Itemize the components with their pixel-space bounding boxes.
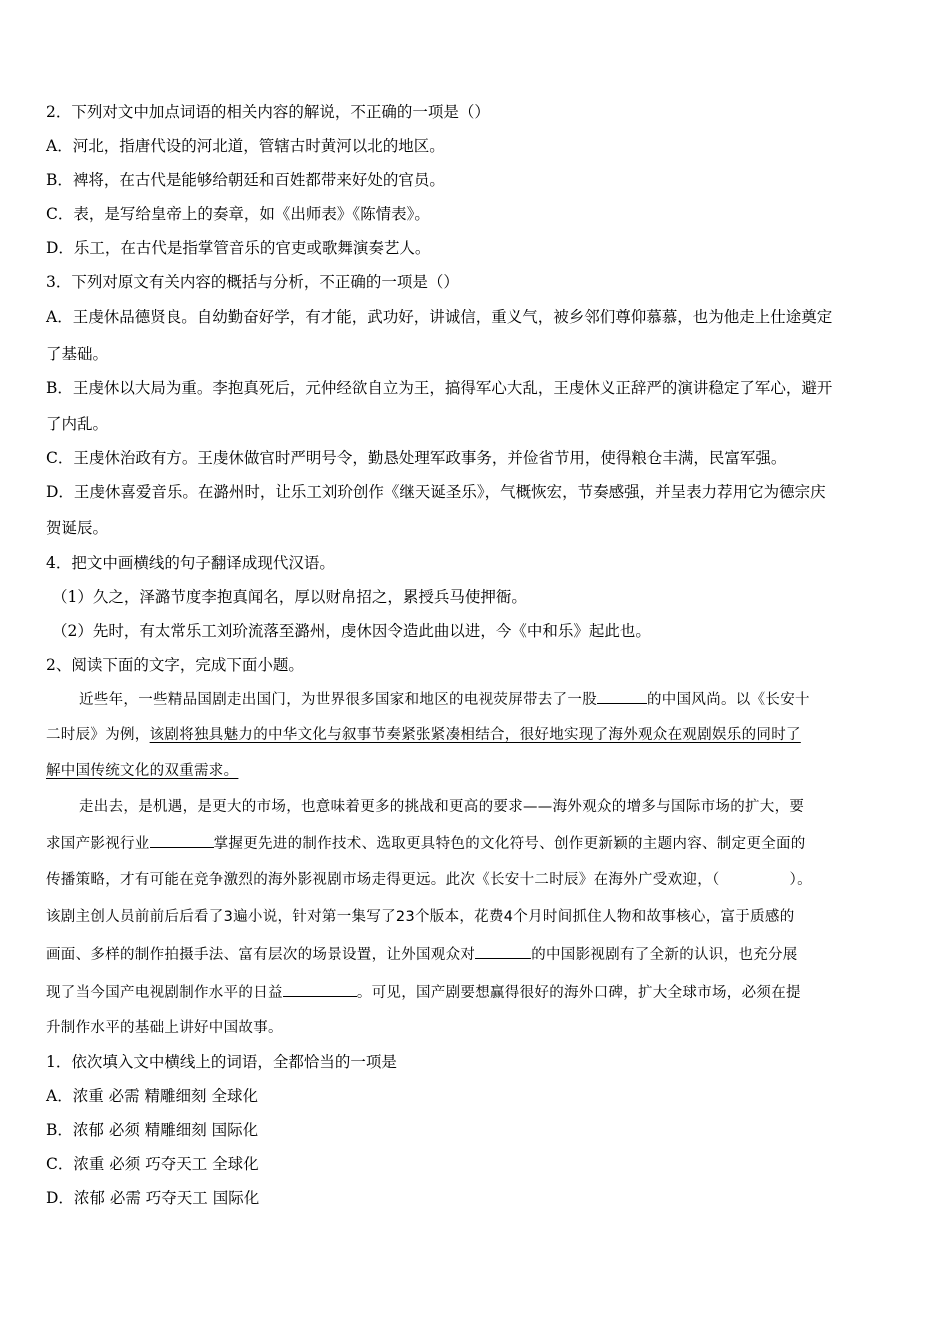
q2-stem: 2．下列对文中加点词语的相关内容的解说，不正确的一项是（） bbox=[46, 103, 490, 121]
passage-text: 求国产影视行业 bbox=[46, 836, 150, 852]
passage-text: 二时辰》为例， bbox=[46, 727, 150, 743]
q3-stem: 3．下列对原文有关内容的概括与分析，不正确的一项是（） bbox=[46, 273, 459, 291]
q2-option-c: C．表，是写给皇帝上的奏章，如《出师表》《陈情表》。 bbox=[46, 205, 430, 223]
q4-sentence-2: （2）先时，有太常乐工刘玠流落至潞州，虔休因令造此曲以进，今《中和乐》起此也。 bbox=[52, 622, 651, 640]
fill-blank-4 bbox=[283, 982, 357, 997]
passage-p2-line5 bbox=[46, 944, 906, 965]
q4-stem: 4．把文中画横线的句子翻译成现代汉语。 bbox=[46, 554, 335, 572]
passage-text: 近些年，一些精品国剧走出国门，为世界很多国家和地区的电视荧屏带去了一股 bbox=[79, 692, 597, 708]
q1-option-c: C．浓重 必须 巧夺天工 全球化 bbox=[46, 1155, 259, 1173]
q1-option-b: B．浓郁 必须 精雕细刻 国际化 bbox=[46, 1121, 259, 1139]
underlined-sentence-end: 解中国传统文化的双重需求。 bbox=[46, 763, 239, 779]
q4-sentence-1: （1）久之，泽潞节度李抱真闻名，厚以财帛招之，累授兵马使押衙。 bbox=[52, 588, 527, 606]
fill-blank-2 bbox=[150, 833, 214, 848]
q1-option-a: A．浓重 必需 精雕细刻 全球化 bbox=[46, 1087, 258, 1105]
q3-option-a-line1: A．王虔休品德贤良。自幼勤奋好学，有才能，武功好，讲诚信，重义气，被乡邻们尊仰慕慕，也为他走上仕途奠定 bbox=[46, 308, 833, 326]
q3-option-c: C．王虔休治政有方。王虔休做官时严明号令，勤恳处理军政事务，并俭省节用，使得粮仓丰满，民富军强。 bbox=[46, 449, 787, 467]
passage-p1-line3 bbox=[46, 761, 906, 781]
fill-blank-3 bbox=[475, 944, 531, 959]
passage-p2-line4: 该剧主创人员前前后后看了3遍小说，针对第一集写了23个版本，花费4个月时间抓住人物和故事核心，富于质感的 bbox=[46, 909, 795, 925]
passage-p2-line7: 升制作水平的基础上讲好中国故事。 bbox=[46, 1020, 283, 1036]
q2-option-a: A．河北，指唐代设的河北道，管辖古时黄河以北的地区。 bbox=[46, 137, 445, 155]
passage-text: 的中国影视剧有了全新的认识，也充分展 bbox=[531, 947, 798, 963]
passage-text: 传播策略，才有可能在竞争激烈的海外影视剧市场走得更远。此次《长安十二时辰》在海外广受欢迎，（ bbox=[46, 872, 720, 888]
passage-text: 掌握更先进的制作技术、选取更具特色的文化符号、创作更新颖的主题内容、制定更全面的 bbox=[213, 836, 806, 852]
section2-heading: 2、阅读下面的文字，完成下面小题。 bbox=[46, 656, 304, 674]
passage-text: 的中国风尚。以《长安十 bbox=[647, 692, 810, 708]
q3-option-d-line1: D．王虔休喜爱音乐。在潞州时，让乐工刘玠创作《继天诞圣乐》，气概恢宏，节奏感强，并呈表力荐用它为德宗庆 bbox=[46, 483, 826, 501]
q3-option-a-line2: 了基础。 bbox=[46, 345, 109, 363]
passage-p2-line2 bbox=[46, 833, 906, 854]
passage-text: 现了当今国产电视剧制作水平的日益 bbox=[46, 985, 283, 1001]
passage-p1-line1 bbox=[79, 689, 909, 710]
passage-p2-line3 bbox=[46, 870, 906, 890]
q3-option-d-line2: 贺诞辰。 bbox=[46, 519, 109, 537]
q3-option-b-line2: 了内乱。 bbox=[46, 415, 109, 433]
passage-text: 画面、多样的制作拍摄手法、富有层次的场景设置，让外国观众对 bbox=[46, 947, 476, 963]
q2-option-b: B．裨将，在古代是能够给朝廷和百姓都带来好处的官员。 bbox=[46, 171, 445, 189]
passage-text: 。可见，国产剧要想赢得很好的海外口碑，扩大全球市场，必须在提 bbox=[356, 985, 801, 1001]
fill-blank-1 bbox=[597, 689, 647, 704]
passage-p2-line6 bbox=[46, 982, 906, 1003]
passage-p2-line1: 走出去，是机遇，是更大的市场，也意味着更多的挑战和更高的要求——海外观众的增多与国际市场的扩大，要 bbox=[79, 799, 805, 815]
passage-p1-line2 bbox=[46, 725, 906, 745]
underlined-sentence: 该剧将独具魅力的中华文化与叙事节奏紧张紧凑相结合，很好地实现了海外观众在观剧娱乐的同时了 bbox=[149, 727, 801, 743]
q2-option-d: D．乐工，在古代是指掌管音乐的官吏或歌舞演奏艺人。 bbox=[46, 239, 431, 257]
q1-stem: 1．依次填入文中横线上的词语，全都恰当的一项是 bbox=[46, 1053, 397, 1071]
passage-text: ）。 bbox=[789, 872, 812, 888]
q3-option-b-line1: B．王虔休以大局为重。李抱真死后，元仲经欲自立为王，搞得军心大乱，王虔休义正辞严的演讲稳定了军心，避开 bbox=[46, 379, 833, 397]
q1-option-d: D．浓郁 必需 巧夺天工 国际化 bbox=[46, 1189, 260, 1207]
